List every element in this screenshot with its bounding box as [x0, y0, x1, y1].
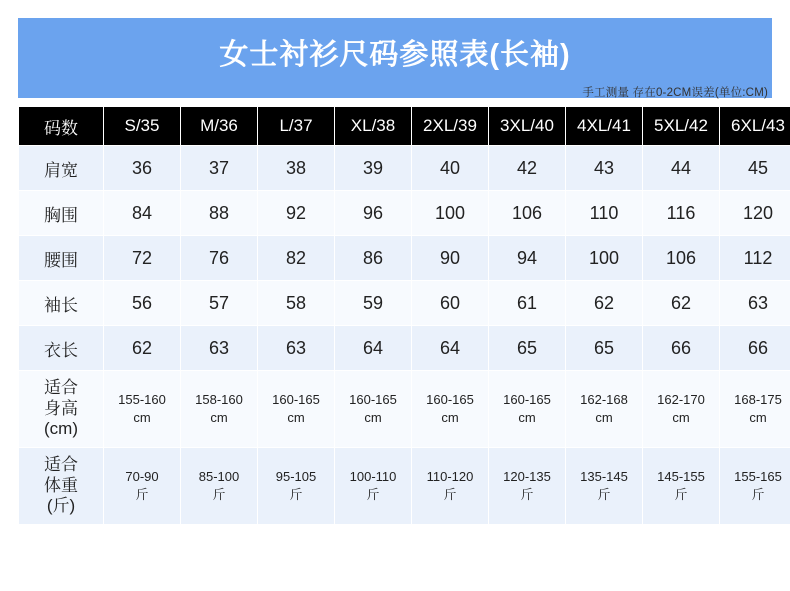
header-cell-m36: M/36	[181, 107, 258, 146]
row-label-height	[19, 371, 104, 448]
cell	[489, 448, 566, 525]
cell-value: 168-175	[734, 392, 782, 408]
cell	[489, 371, 566, 448]
cell: 56	[104, 281, 181, 326]
cell: 65	[489, 326, 566, 371]
cell-unit: 斤	[443, 487, 457, 502]
cell	[566, 448, 643, 525]
cell: 100	[412, 191, 489, 236]
cell: 106	[489, 191, 566, 236]
cell-unit: cm	[287, 410, 305, 425]
cell: 82	[258, 236, 335, 281]
cell	[643, 371, 720, 448]
cell: 90	[412, 236, 489, 281]
cell: 60	[412, 281, 489, 326]
cell-value: 110-120	[426, 469, 474, 485]
cell: 94	[489, 236, 566, 281]
row-label-sleeve: 袖长	[19, 281, 104, 326]
cell: 112	[720, 236, 790, 281]
table-row	[19, 236, 790, 281]
cell	[412, 448, 489, 525]
cell-unit: 斤	[289, 487, 303, 502]
cell-value: 135-145	[580, 469, 628, 485]
cell: 57	[181, 281, 258, 326]
row-label-line: 适合	[44, 455, 78, 475]
cell: 96	[335, 191, 412, 236]
cell: 76	[181, 236, 258, 281]
cell-unit: 斤	[751, 487, 765, 502]
page-title: 女士衬衫尺码参照表(长袖)	[219, 39, 571, 71]
cell: 66	[643, 326, 720, 371]
cell-unit: cm	[210, 410, 228, 425]
cell-unit: cm	[441, 410, 459, 425]
cell: 64	[335, 326, 412, 371]
cell-value: 160-165	[503, 392, 551, 408]
cell: 38	[258, 146, 335, 191]
cell-value: 145-155	[657, 469, 705, 485]
cell-unit: 斤	[366, 487, 380, 502]
cell: 39	[335, 146, 412, 191]
cell	[104, 448, 181, 525]
cell: 58	[258, 281, 335, 326]
cell	[566, 371, 643, 448]
cell-value: 100-110	[349, 469, 397, 485]
cell: 92	[258, 191, 335, 236]
cell: 64	[412, 326, 489, 371]
cell: 84	[104, 191, 181, 236]
cell: 116	[643, 191, 720, 236]
cell-value: 160-165	[349, 392, 397, 408]
cell: 62	[104, 326, 181, 371]
cell	[258, 371, 335, 448]
cell: 72	[104, 236, 181, 281]
cell-value: 120-135	[503, 469, 551, 485]
header-cell-size: 码数	[19, 107, 104, 146]
table-row	[19, 371, 790, 448]
cell-value: 155-165	[734, 469, 782, 485]
row-label-line: 适合	[44, 378, 78, 398]
row-label-waist: 腰围	[19, 236, 104, 281]
row-label-line: 身高	[44, 398, 78, 418]
cell-value: 95-105	[275, 469, 317, 485]
row-label-shoulder: 肩宽	[19, 146, 104, 191]
cell-unit: cm	[749, 410, 767, 425]
header-cell-5xl42: 5XL/42	[643, 107, 720, 146]
cell: 43	[566, 146, 643, 191]
cell-unit: 斤	[674, 487, 688, 502]
cell-value: 160-165	[272, 392, 320, 408]
header-cell-s35: S/35	[104, 107, 181, 146]
table-header	[19, 107, 790, 146]
cell	[258, 448, 335, 525]
cell	[412, 371, 489, 448]
header-cell-l37: L/37	[258, 107, 335, 146]
size-table	[18, 106, 790, 525]
measurement-note: 手工测量 存在0-2CM误差(单位:CM)	[582, 87, 768, 99]
cell-value: 155-160	[118, 392, 166, 408]
table-row	[19, 326, 790, 371]
cell-value: 162-170	[657, 392, 705, 408]
cell	[335, 371, 412, 448]
cell-unit: 斤	[520, 487, 534, 502]
cell-unit: 斤	[135, 487, 149, 502]
cell: 44	[643, 146, 720, 191]
cell-value: 158-160	[195, 392, 243, 408]
cell	[335, 448, 412, 525]
cell: 37	[181, 146, 258, 191]
cell: 86	[335, 236, 412, 281]
cell: 36	[104, 146, 181, 191]
cell-unit: 斤	[597, 487, 611, 502]
cell: 65	[566, 326, 643, 371]
cell-unit: cm	[595, 410, 613, 425]
row-label-length: 衣长	[19, 326, 104, 371]
row-label-line: (cm)	[44, 419, 78, 439]
header-cell-4xl41: 4XL/41	[566, 107, 643, 146]
cell: 62	[643, 281, 720, 326]
cell-unit: 斤	[212, 487, 226, 502]
cell: 59	[335, 281, 412, 326]
row-label-line: (斤)	[46, 496, 76, 516]
cell: 63	[720, 281, 790, 326]
cell-value: 85-100	[198, 469, 240, 485]
cell	[181, 448, 258, 525]
table-row	[19, 191, 790, 236]
cell: 63	[181, 326, 258, 371]
cell: 42	[489, 146, 566, 191]
cell	[720, 448, 790, 525]
row-label-line: 体重	[44, 475, 78, 495]
header-cell-xl38: XL/38	[335, 107, 412, 146]
row-label-bust: 胸围	[19, 191, 104, 236]
cell: 66	[720, 326, 790, 371]
cell-value: 160-165	[426, 392, 474, 408]
cell	[720, 371, 790, 448]
cell: 45	[720, 146, 790, 191]
header-row	[19, 107, 790, 146]
header-cell-2xl39: 2XL/39	[412, 107, 489, 146]
cell	[643, 448, 720, 525]
cell-unit: cm	[518, 410, 536, 425]
cell: 62	[566, 281, 643, 326]
table-row	[19, 146, 790, 191]
table-row	[19, 281, 790, 326]
cell: 61	[489, 281, 566, 326]
table-row	[19, 448, 790, 525]
cell: 110	[566, 191, 643, 236]
table-body	[19, 146, 790, 525]
header-cell-6xl43: 6XL/43	[720, 107, 790, 146]
cell: 63	[258, 326, 335, 371]
cell: 120	[720, 191, 790, 236]
cell: 106	[643, 236, 720, 281]
cell-unit: cm	[672, 410, 690, 425]
cell: 40	[412, 146, 489, 191]
header-cell-3xl40: 3XL/40	[489, 107, 566, 146]
cell: 88	[181, 191, 258, 236]
cell-value: 70-90	[125, 469, 159, 485]
cell	[181, 371, 258, 448]
cell-unit: cm	[364, 410, 382, 425]
row-label-weight	[19, 448, 104, 525]
cell: 100	[566, 236, 643, 281]
cell-value: 162-168	[580, 392, 628, 408]
cell	[104, 371, 181, 448]
cell-unit: cm	[133, 410, 151, 425]
